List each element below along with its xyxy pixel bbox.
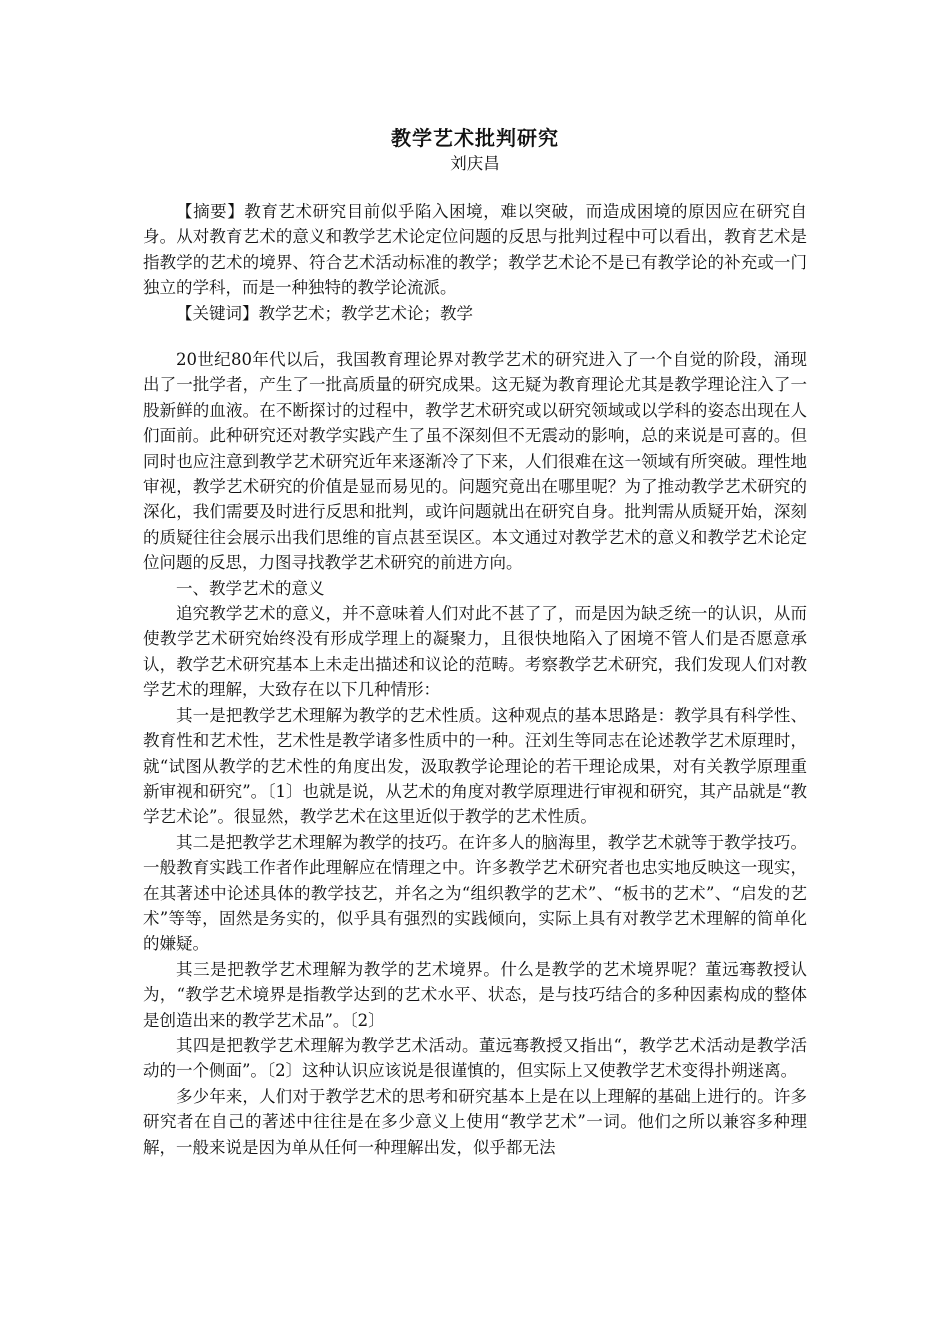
- keywords-text: 【关键词】教学艺术；教学艺术论；教学: [176, 303, 473, 323]
- paragraph-intro: 20世纪80年代以后，我国教育理论界对教学艺术的研究进入了一个自觉的阶段，涌现出了一批学者，产生了一批高质量的研究成果。这无疑为教育理论尤其是教学理论注入了一股新鲜的血液。在不断探讨的过程中，教学艺术研究或以研究领域或以学科的姿态出现在人们面前。此种研究还对教学实践产生了虽不深刻但不无震动的影响，总的来说是可喜的。但同时也应注意到教学艺术研究近年来逐渐冷了下来，人们很难在这一领域有所突破。理性地审视，教学艺术研究的价值是显而易见的。问题究竟出在哪里呢？为了推动教学艺术研究的深化，我们需要及时进行反思和批判，或许问题就出在研究自身。批判需从质疑开始，深刻的质疑往往会展示出我们思维的盲点甚至误区。本文通过对教学艺术的意义和教学艺术论定位问题的反思，力图寻找教学艺术研究的前进方向。: [143, 350, 807, 573]
- abstract-section: [143, 199, 807, 326]
- author-name: 刘庆昌: [450, 154, 500, 173]
- page-title: 教学艺术批判研究: [391, 126, 559, 150]
- abstract-text: 【摘要】教育艺术研究目前似乎陷入困境，难以突破，而造成困境的原因应在研究自身。从对教育艺术的意义和教学艺术论定位问题的反思与批判过程中可以看出，教育艺术是指教学的艺术的境界、符合艺术活动标准的教学；教学艺术论不是已有教学论的补充或一门独立的学科，而是一种独特的教学论流派。: [143, 202, 807, 298]
- paragraph: 多少年来，人们对于教学艺术的思考和研究基本上是在以上理解的基础上进行的。许多研究者在自己的著述中往往是在多少意义上使用“教学艺术”一词。他们之所以兼容多种理解，一般来说是因为单从任何一种理解出发，似乎都无法: [143, 1086, 807, 1157]
- paragraph: 其四是把教学艺术理解为教学艺术活动。董远骞教授又指出“，教学艺术活动是教学活动的一个侧面”。〔2〕这种认识应该说是很谨慎的，但实际上又使教学艺术变得扑朔迷离。: [143, 1035, 807, 1081]
- section-heading: 一、教学艺术的意义: [176, 578, 325, 598]
- paragraph: 其一是把教学艺术理解为教学的艺术性质。这种观点的基本思路是：教学具有科学性、教育性和艺术性，艺术性是教学诸多性质中的一种。汪刘生等同志在论述教学艺术原理时，就“试图从教学的艺术性的角度出发，汲取教学论理论的若干理论成果，对有关教学原理重新审视和研究”。〔1〕也就是说，从艺术的角度对教学原理进行审视和研究，其产品就是“教学艺术论”。很显然，教学艺术在这里近似于教学的艺术性质。: [143, 705, 807, 827]
- paragraph: 其二是把教学艺术理解为教学的技巧。在许多人的脑海里，教学艺术就等于教学技巧。一般教育实践工作者作此理解应在情理之中。许多教学艺术研究者也忠实地反映这一现实，在其著述中论述具体的教学技艺，并名之为“组织教学的艺术”、“板书的艺术”、“启发的艺术”等等，固然是务实的，似乎具有强烈的实践倾向，实际上具有对教学艺术理解的简单化的嫌疑。: [143, 832, 807, 954]
- paragraph: 追究教学艺术的意义，并不意味着人们对此不甚了了，而是因为缺乏统一的认识，从而使教学艺术研究始终没有形成学理上的凝聚力，且很快地陷入了困境不管人们是否愿意承认，教学艺术研究基本上未走出描述和议论的范畴。考察教学艺术研究，我们发现人们对教学艺术的理解，大致存在以下几种情形：: [143, 604, 807, 700]
- paragraph: 其三是把教学艺术理解为教学的艺术境界。什么是教学的艺术境界呢？董远骞教授认为，“教学艺术境界是指教学达到的艺术水平、状态，是与技巧结合的多种因素构成的整体是创造出来的教学艺术品”。〔2〕: [143, 959, 807, 1030]
- body-text: [143, 347, 807, 1160]
